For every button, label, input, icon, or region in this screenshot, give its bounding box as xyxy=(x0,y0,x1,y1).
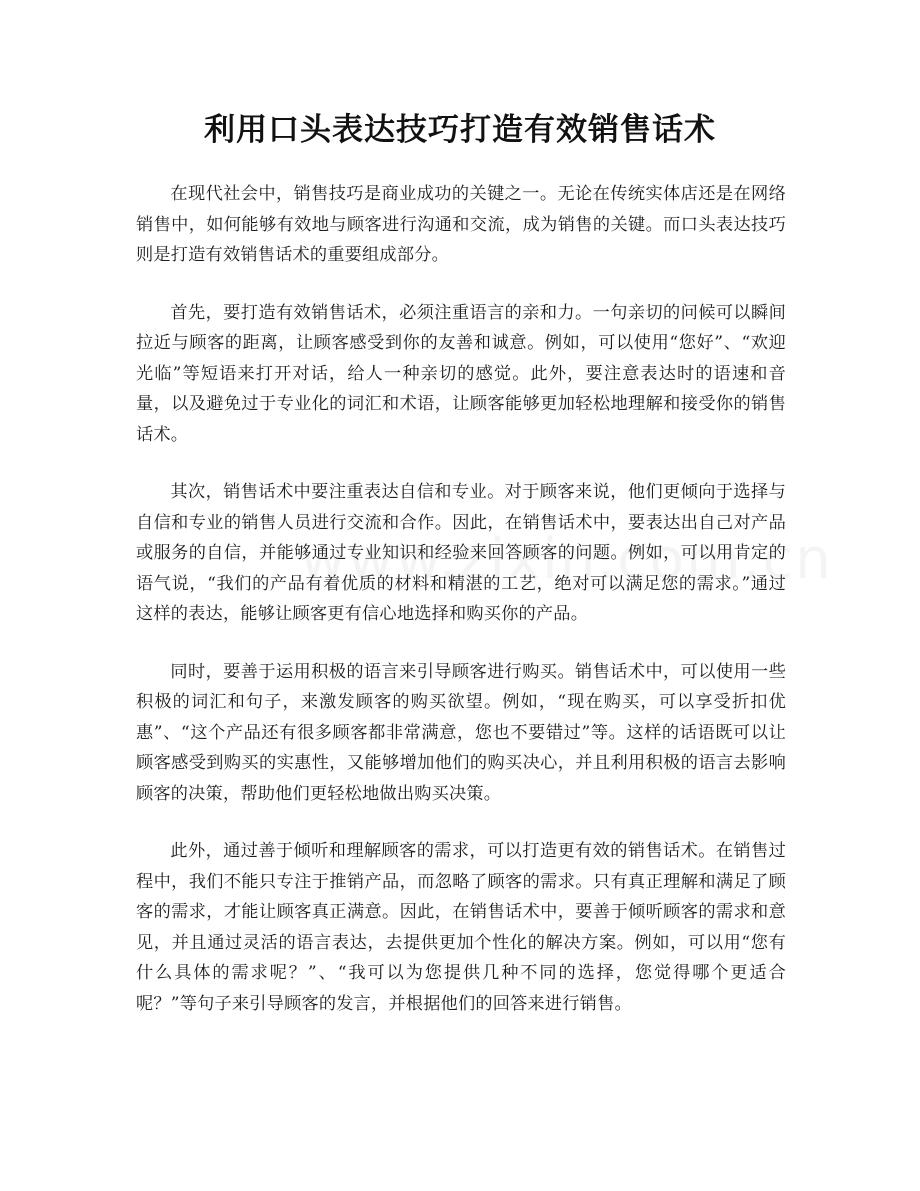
paragraph-positive-language: 同时，要善于运用积极的语言来引导顾客进行购买。销售话术中，可以使用一些积极的词汇和句子，来激发顾客的购买欲望。例如，“现在购买，可以享受折扣优惠”、“这个产品还有很多顾客都非常满意，您也不要错过”等。这样的话语既可以让顾客感受到购买的实惠性，又能够增加他们的购买决心，并且利用积极的语言去影响顾客的决策，帮助他们更轻松地做出购买决策。 xyxy=(136,661,786,804)
document-body xyxy=(136,179,786,1046)
paragraph-intro: 在现代社会中，销售技巧是商业成功的关键之一。无论在传统实体店还是在网络销售中，如何能够有效地与顾客进行沟通和交流，成为销售的关键。而口头表达技巧则是打造有效销售话术的重要组成部分。 xyxy=(136,184,786,265)
paragraph-confidence: 其次，销售话术中要注重表达自信和专业。对于顾客来说，他们更倾向于选择与自信和专业的销售人员进行交流和合作。因此，在销售话术中，要表达出自己对产品或服务的自信，并能够通过专业知识和经验来回答顾客的问题。例如，可以用肯定的语气说，“我们的产品有着优质的材料和精湛的工艺，绝对可以满足您的需求。”通过这样的表达，能够让顾客更有信心地选择和购买你的产品。 xyxy=(136,482,786,624)
paragraph-listening: 此外，通过善于倾听和理解顾客的需求，可以打造更有效的销售话术。在销售过程中，我们不能只专注于推销产品，而忽略了顾客的需求。只有真正理解和满足了顾客的需求，才能让顾客真正满意。因此，在销售话术中，要善于倾听顾客的需求和意见，并且通过灵活的语言表达，去提供更加个性化的解决方案。例如，可以用“您有什么具体的需求呢？”、“我可以为您提供几种不同的选择，您觉得哪个更适合呢？”等句子来引导顾客的发言，并根据他们的回答来进行销售。 xyxy=(136,841,786,1014)
document-title: 利用口头表达技巧打造有效销售话术 xyxy=(204,112,716,148)
paragraph-affinity: 首先，要打造有效销售话术，必须注重语言的亲和力。一句亲切的问候可以瞬间拉近与顾客的距离，让顾客感受到你的友善和诚意。例如，可以使用“您好”、“欢迎光临”等短语来打开对话，给人一种亲切的感觉。此外，要注意表达时的语速和音量，以及避免过于专业化的词汇和术语，让顾客能够更加轻松地理解和接受你的销售话术。 xyxy=(136,302,786,445)
